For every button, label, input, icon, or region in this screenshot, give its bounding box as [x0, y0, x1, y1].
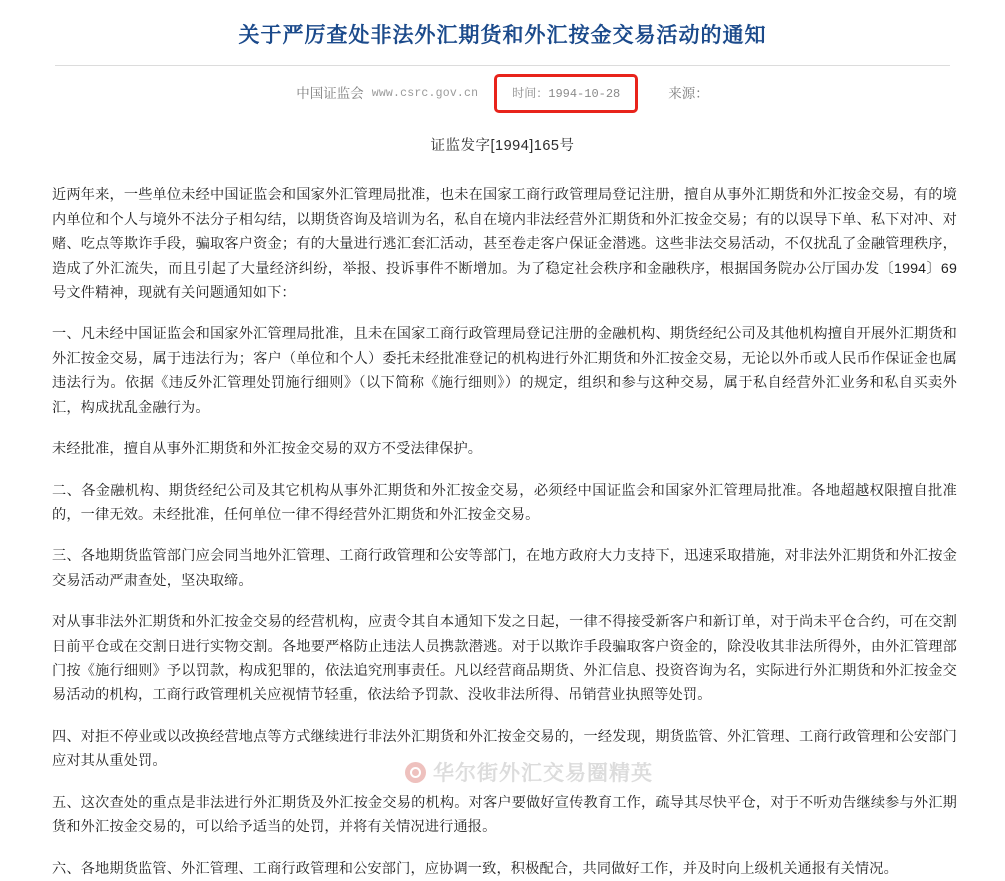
meta-source-label: 来源： — [668, 86, 709, 102]
page-title: 关于严厉查处非法外汇期货和外汇按金交易活动的通知 — [238, 24, 767, 47]
body-paragraph: 三、各地期货监管部门应会同当地外汇管理、工商行政管理和公安等部门，在地方政府大力支持下，迅速采取措施，对非法外汇期货和外汇按金交易活动严肃查处，坚决取缔。 — [52, 548, 957, 589]
watermark-text: 华尔街外汇交易圈精英 — [433, 761, 653, 785]
body-paragraph: 对从事非法外汇期货和外汇按金交易的经营机构，应责令其自本通知下发之日起，一律不得接受新客户和新订单，对于尚未平仓合约，可在交割日前平仓或在交割日进行实物交割。各地要严格防止违法人员携款潜逃。对于以欺诈手段骗取客户资金的，除没收其非法所得外，由外汇管理部门按《施行细则》予以罚款，构成犯罪的，依法追究刑事责任。凡以经营商品期货、外汇信息、投资咨询为名，实际进行外汇期货和外汇按金交易活动的机构，工商行政管理机关应视情节轻重，依法给予罚款、没收非法所得、吊销营业执照等处罚。 — [52, 614, 957, 704]
meta-time-group — [502, 83, 630, 104]
body-paragraph: 四、对拒不停业或以改换经营地点等方式继续进行非法外汇期货和外汇按金交易的，一经发现，期货监管、外汇管理、工商行政管理和公安部门应对其从重处罚。 — [52, 728, 957, 770]
meta-website-url: www.csrc.gov.cn — [371, 87, 479, 101]
meta-publish-time: 时间：1994-10-28 — [512, 87, 621, 102]
body-paragraph: 五、这次查处的重点是非法进行外汇期货及外汇按金交易的机构。对客户要做好宣传教育工作，疏导其尽快平仓，对于不听劝告继续参与外汇期货和外汇按金交易的，可以给予适当的处罚，并将有关情况进行通报。 — [52, 794, 957, 836]
document-number: 证监发字[1994]165号 — [430, 138, 575, 155]
body-paragraph: 近两年来，一些单位未经中国证监会和国家外汇管理局批准，也未在国家工商行政管理局登记注册，擅自从事外汇期货和外汇按金交易，有的境内单位和个人与境外不法分子相勾结，以期货咨询及培训为名，私自在境内非法经营外汇期货和外汇按金交易；有的以误导下单、私下对冲、对赌、吃点等欺诈手段，骗取客户资金；有的大量进行逃汇套汇活动，甚至卷走客户保证金潜逃。这些非法交易活动，不仅扰乱了金融管理秩序，造成了外汇流失，而且引起了大量经济纠纷，举报、投诉事件不断增加。为了稳定社会秩序和金融秩序，根据国务院办公厅国办发〔1994〕69号文件精神，现就有关问题通知如下： — [52, 187, 957, 301]
body-paragraph: 二、各金融机构、期货经纪公司及其它机构从事外汇期货和外汇按金交易，必须经中国证监会和国家外汇管理局批准。各地超越权限擅自批准的，一律无效。未经批准，任何单位一律不得经营外汇期货和外汇按金交易。 — [52, 482, 957, 523]
body-paragraph: 六、各地期货监管、外汇管理、工商行政管理和公安部门，应协调一致，积极配合，共同做好工作，并及时向上级机关通报有关情况。 — [52, 860, 898, 877]
meta-organization: 中国证监会 — [296, 86, 364, 102]
document-meta-bar — [0, 83, 1005, 104]
body-paragraph: 一、凡未经中国证监会和国家外汇管理局批准，且未在国家工商行政管理局登记注册的金融机构、期货经纪公司及其他机构擅自开展外汇期货和外汇按金交易，属于违法行为；客户（单位和个人）委托未经批准登记的机构进行外汇期货和外汇按金交易，无论以外币或人民币作保证金也属违法行为。依据《违反外汇管理处罚施行细则》（以下简称《施行细则》）的规定，组织和参与这种交易，属于私自经营外汇业务和私自买卖外汇，构成扰乱金融行为。 — [52, 326, 957, 416]
body-paragraph: 未经批准，擅自从事外汇期货和外汇按金交易的双方不受法律保护。 — [52, 441, 483, 458]
title-divider — [55, 65, 950, 66]
document-body — [0, 155, 1005, 881]
